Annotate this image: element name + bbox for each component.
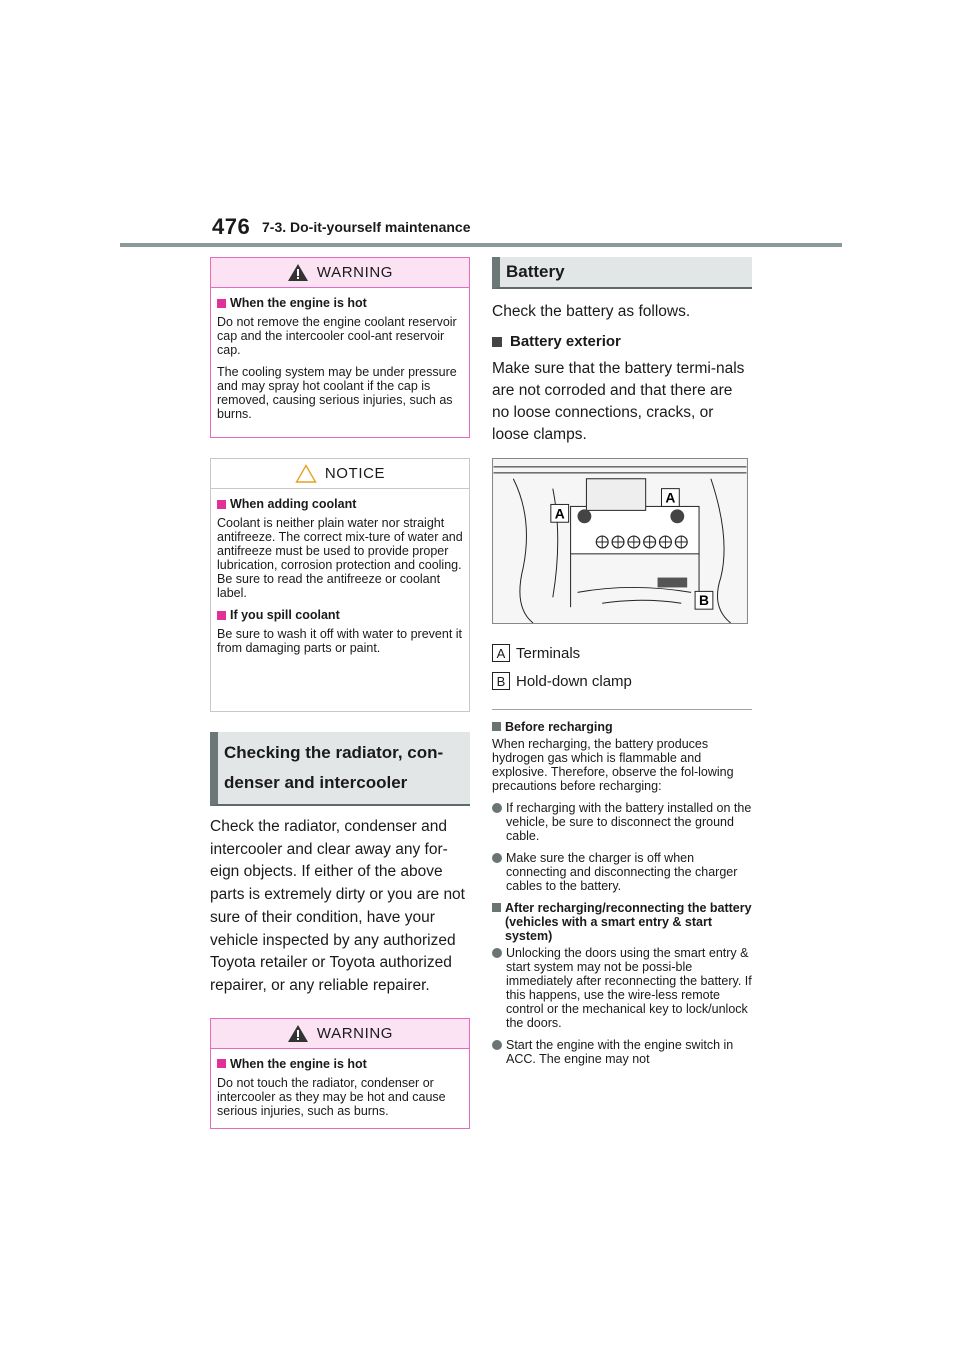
- notice-header: [211, 459, 469, 489]
- before-recharging-text: When recharging, the battery produces hydrogen gas which is flammable and explosive. Therefore, observe the fol-lowing precautions before recharging:: [492, 737, 734, 793]
- svg-text:B: B: [698, 592, 709, 609]
- bullet-item: If recharging with the battery installed on the vehicle, be sure to disconnect the ground cable.: [492, 801, 752, 843]
- label-a-right: [661, 489, 679, 507]
- warning-subtitle: When the engine is hot: [217, 1057, 463, 1071]
- round-bullet-icon: [492, 1040, 502, 1050]
- warning-header: [211, 1019, 469, 1049]
- square-bullet-icon: [217, 611, 226, 620]
- warning-subtitle: When the engine is hot: [217, 296, 463, 310]
- section-title: 7-3. Do-it-yourself maintenance: [262, 219, 471, 235]
- legend-letter: A: [492, 644, 510, 662]
- battery-photo: [492, 458, 748, 624]
- square-bullet-icon: [217, 1059, 226, 1068]
- warning-icon: [287, 263, 309, 282]
- round-bullet-icon: [492, 948, 502, 958]
- warning-text: The cooling system may be under pressure and may spray hot coolant if the cap is removed, causing serious injuries, such as burns.: [217, 365, 457, 421]
- notice-subtitle: When adding coolant: [217, 497, 463, 511]
- warning-text: Do not remove the engine coolant reservoir cap and the intercooler cool-ant reservoir cap.: [217, 315, 457, 357]
- section-heading: Checking the radiator, con-denser and intercooler: [210, 732, 470, 806]
- right-column: [492, 257, 752, 1074]
- caution-icon: [295, 464, 317, 483]
- square-bullet-icon: [217, 299, 226, 308]
- square-bullet-icon: [492, 337, 502, 347]
- warning-title: WARNING: [316, 264, 394, 281]
- battery-intro: Check the battery as follows.: [492, 303, 691, 320]
- warning-box-coolant: [210, 257, 470, 438]
- legend-letter: B: [492, 672, 510, 690]
- legend-item: [492, 667, 752, 695]
- warning-icon: [287, 1024, 309, 1043]
- warning-box-radiator: [210, 1018, 470, 1129]
- round-bullet-icon: [492, 803, 502, 813]
- legend-text: Terminals: [516, 644, 581, 662]
- label-a-left: [551, 504, 569, 522]
- square-bullet-icon: [492, 722, 501, 731]
- page-header: [0, 0, 960, 250]
- battery-subheading: Battery exterior: [492, 333, 752, 350]
- warning-title: WARNING: [316, 1024, 394, 1042]
- legend-item: [492, 639, 752, 667]
- page-number: 476: [212, 214, 251, 239]
- round-bullet-icon: [492, 853, 502, 863]
- label-b: [695, 591, 713, 609]
- warning-text: Do not touch the radiator, condenser or intercooler as they may be hot and cause serious injuries, such as burns.: [217, 1075, 446, 1118]
- notice-box-coolant: [210, 458, 470, 712]
- warning-header: [211, 258, 469, 288]
- bullet-item: Make sure the charger is off when connecting and disconnecting the charger cables to the battery.: [492, 851, 752, 893]
- left-column: [210, 257, 470, 1149]
- battery-body-text: Make sure that the battery termi-nals are not corroded and that there are no loose connections, cracks, or loose clamps.: [492, 360, 745, 443]
- notice-text: Coolant is neither plain water nor straight antifreeze. The correct mix-ture of water and antifreeze must be used to provide proper lubrication, corrosion protection and cooling. Be sure to read the antifreeze or coolant label.: [217, 516, 463, 600]
- svg-text:A: A: [665, 489, 676, 506]
- before-recharging-title: Before recharging: [492, 720, 752, 734]
- battery-heading: Battery: [492, 257, 752, 289]
- square-bullet-icon: [492, 903, 501, 912]
- svg-text:A: A: [554, 505, 565, 522]
- notice-text: Be sure to wash it off with water to prevent it from damaging parts or paint.: [217, 627, 463, 655]
- legend-text: Hold-down clamp: [516, 672, 632, 690]
- notice-title: NOTICE: [324, 465, 386, 482]
- notice-subtitle: If you spill coolant: [217, 608, 463, 622]
- after-recharging-title: After recharging/reconnecting the battery (vehicles with a smart entry & start system): [492, 901, 752, 943]
- divider: [492, 709, 752, 710]
- radiator-body-text: Check the radiator, condenser and intercooler and clear away any for-eign objects. If either of the above parts is extremely dirty or you are not sure of their condition, have your vehicle inspected by any authorized Toyota retailer or Toyota authorized repairer, or any reliable repairer.: [210, 818, 465, 994]
- bullet-item: Unlocking the doors using the smart entry & start system may not be possi-ble immediately after reconnecting the battery. If this happens, use the wire-less remote control or the mechanical key to lock/unlock the doors.: [492, 946, 752, 1030]
- header-rule: [120, 243, 842, 247]
- square-bullet-icon: [217, 500, 226, 509]
- bullet-item: Start the engine with the engine switch in ACC. The engine may not: [492, 1038, 752, 1066]
